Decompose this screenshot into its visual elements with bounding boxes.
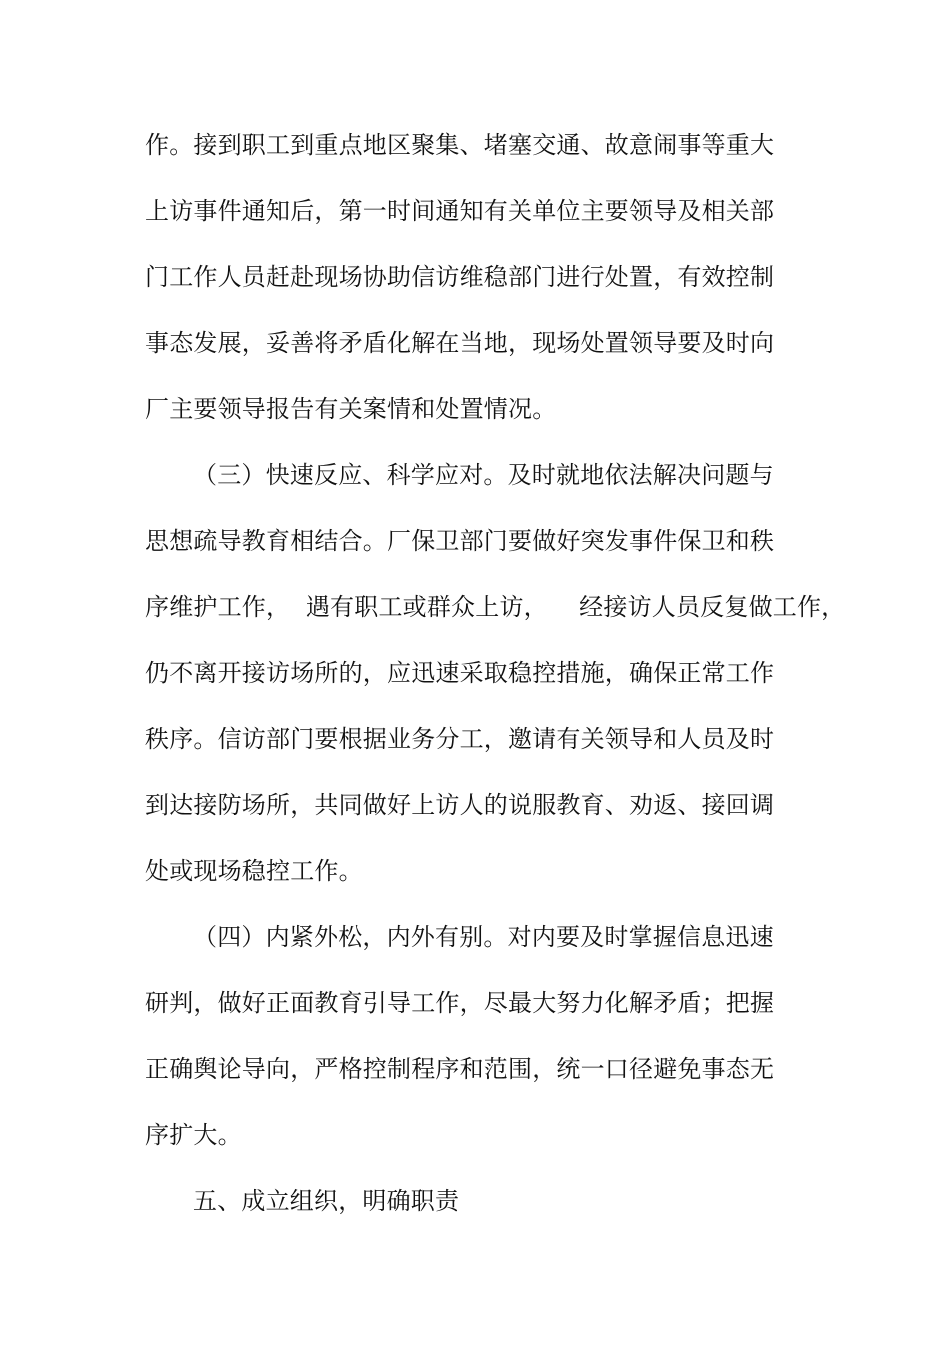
- text-line: 秩序。信访部门要根据业务分工，邀请有关领导和人员及时: [145, 725, 775, 753]
- section-heading: 五、成立组织，明确职责: [193, 1187, 460, 1215]
- paragraph-start-line: （三）快速反应、科学应对。及时就地依法解决问题与: [193, 461, 774, 489]
- text-line: 思想疏导教育相结合。厂保卫部门要做好突发事件保卫和秩: [145, 527, 775, 555]
- text-line: 事态发展，妥善将矛盾化解在当地，现场处置领导要及时向: [145, 329, 775, 357]
- text-line: 序维护工作， 遇有职工或群众上访， 经接访人员反复做工作，: [145, 593, 846, 621]
- text-line: 处或现场稳控工作。: [145, 857, 363, 885]
- text-line: 上访事件通知后，第一时间通知有关单位主要领导及相关部: [145, 197, 775, 225]
- text-line: 到达接防场所，共同做好上访人的说服教育、劝返、接回调: [145, 791, 775, 819]
- paragraph-start-line: （四）内紧外松，内外有别。对内要及时掌握信息迅速: [193, 923, 774, 951]
- text-line: 厂主要领导报告有关案情和处置情况。: [145, 395, 557, 423]
- text-line: 正确舆论导向，严格控制程序和范围，统一口径避免事态无: [145, 1055, 775, 1083]
- text-line: 门工作人员赶赴现场协助信访维稳部门进行处置，有效控制: [145, 263, 775, 291]
- text-line: 作。接到职工到重点地区聚集、堵塞交通、故意闹事等重大: [145, 131, 775, 159]
- text-line: 序扩大。: [145, 1121, 242, 1149]
- text-line: 研判，做好正面教育引导工作，尽最大努力化解矛盾；把握: [145, 989, 775, 1017]
- text-line: 仍不离开接访场所的，应迅速采取稳控措施，确保正常工作: [145, 659, 775, 687]
